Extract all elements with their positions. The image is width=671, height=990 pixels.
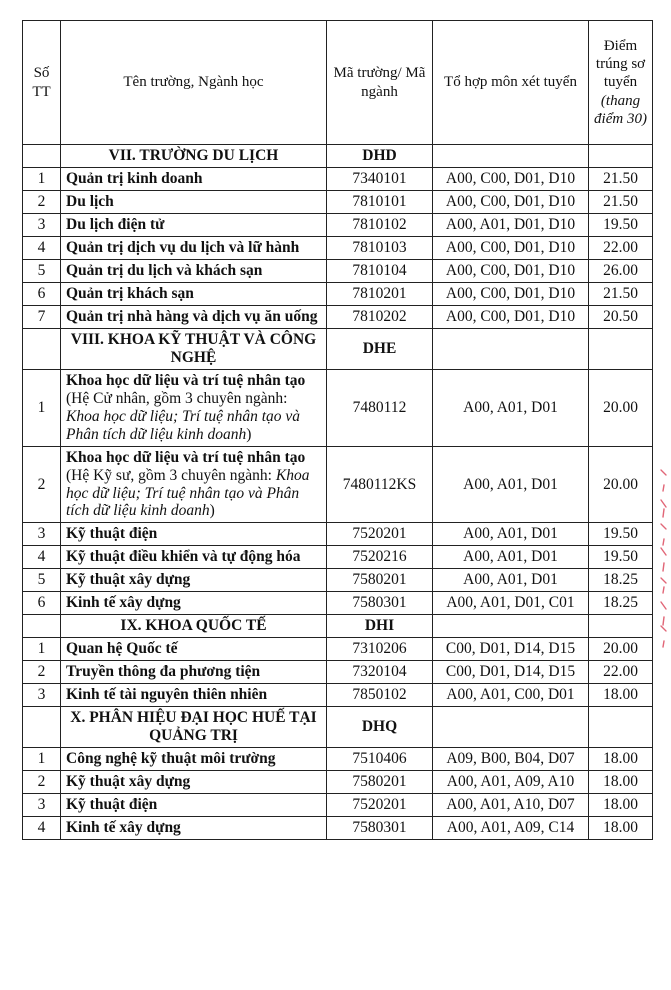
- row-program-name: Truyền thông đa phương tiện: [61, 661, 327, 684]
- table-row: [23, 817, 653, 840]
- stamp-stroke: [663, 587, 664, 593]
- section-title: VII. TRƯỜNG DU LỊCH: [61, 145, 327, 168]
- row-program-name: Quản trị khách sạn: [61, 282, 327, 305]
- table-row: [23, 259, 653, 282]
- section-title: X. PHÂN HIỆU ĐẠI HỌC HUẾ TẠI QUẢNG TRỊ: [61, 707, 327, 748]
- row-subject-combination: A00, A01, A09, C14: [433, 817, 589, 840]
- table-row: [23, 305, 653, 328]
- row-stt: 4: [23, 546, 61, 569]
- row-program-name: Quản trị dịch vụ du lịch và lữ hành: [61, 236, 327, 259]
- section-code: DHD: [327, 145, 433, 168]
- section-code: DHI: [327, 615, 433, 638]
- header-score: [589, 21, 653, 145]
- row-program-name: Du lịch điện tử: [61, 213, 327, 236]
- row-program-name: Quản trị kinh doanh: [61, 167, 327, 190]
- row-program-code: 7320104: [327, 661, 433, 684]
- row-subject-combination: A00, C00, D01, D10: [433, 305, 589, 328]
- row-stt: 1: [23, 167, 61, 190]
- row-cutoff-score: 18.00: [589, 684, 653, 707]
- section-row: [23, 707, 653, 748]
- row-program-name: Quan hệ Quốc tế: [61, 638, 327, 661]
- section-row: [23, 328, 653, 369]
- table-row: [23, 569, 653, 592]
- stamp-stroke: [663, 617, 664, 625]
- program-name-text: Khoa học dữ liệu và trí tuệ nhân tạo: [66, 448, 306, 466]
- table-row: [23, 592, 653, 615]
- row-stt: 5: [23, 569, 61, 592]
- admission-score-table: [22, 20, 653, 840]
- stamp-stroke: [661, 602, 666, 609]
- section-stt: [23, 707, 61, 748]
- row-program-name: [61, 446, 327, 523]
- row-program-code: 7580301: [327, 592, 433, 615]
- row-program-name: Du lịch: [61, 190, 327, 213]
- row-stt: 1: [23, 638, 61, 661]
- table-header: [23, 21, 653, 145]
- row-subject-combination: A00, A01, A10, D07: [433, 794, 589, 817]
- program-note-plain: (Hệ Kỹ sư, gồm 3 chuyên ngành:: [66, 466, 276, 484]
- row-program-name: Kinh tế xây dựng: [61, 817, 327, 840]
- row-program-code: 7520201: [327, 523, 433, 546]
- row-cutoff-score: 19.50: [589, 213, 653, 236]
- stamp-stroke: [661, 626, 666, 631]
- section-row: [23, 145, 653, 168]
- row-program-code: 7810102: [327, 213, 433, 236]
- section-title: IX. KHOA QUỐC TẾ: [61, 615, 327, 638]
- row-subject-combination: A00, A01, D01: [433, 446, 589, 523]
- row-program-name: [61, 369, 327, 446]
- row-program-name: Kinh tế xây dựng: [61, 592, 327, 615]
- header-name: Tên trường, Ngành học: [61, 21, 327, 145]
- section-score: [589, 707, 653, 748]
- section-combo: [433, 615, 589, 638]
- row-stt: 3: [23, 523, 61, 546]
- row-stt: 7: [23, 305, 61, 328]
- row-program-code: 7510406: [327, 748, 433, 771]
- row-cutoff-score: 18.25: [589, 569, 653, 592]
- row-cutoff-score: 18.00: [589, 817, 653, 840]
- table-row: [23, 794, 653, 817]
- table-row: [23, 684, 653, 707]
- stamp-stroke: [661, 500, 666, 507]
- row-program-name: Quản trị du lịch và khách sạn: [61, 259, 327, 282]
- row-subject-combination: A00, C00, D01, D10: [433, 259, 589, 282]
- program-note-specializations: Khoa học dữ liệu; Trí tuệ nhân tạo và Phân tích dữ liệu kinh doanh: [66, 466, 310, 520]
- row-stt: 2: [23, 771, 61, 794]
- program-note-end: ): [209, 502, 215, 520]
- table-row: [23, 771, 653, 794]
- row-subject-combination: C00, D01, D14, D15: [433, 638, 589, 661]
- row-program-name: Kỹ thuật xây dựng: [61, 771, 327, 794]
- row-stt: 3: [23, 684, 61, 707]
- table-row: [23, 661, 653, 684]
- section-score: [589, 615, 653, 638]
- stamp-stroke: [663, 563, 664, 571]
- table-row: [23, 167, 653, 190]
- table-row: [23, 546, 653, 569]
- section-row: [23, 615, 653, 638]
- row-program-code: 7480112KS: [327, 446, 433, 523]
- table-row: [23, 638, 653, 661]
- row-stt: 3: [23, 794, 61, 817]
- row-stt: 2: [23, 190, 61, 213]
- row-stt: 1: [23, 748, 61, 771]
- row-program-name: Kỹ thuật điều khiển và tự động hóa: [61, 546, 327, 569]
- row-cutoff-score: 22.00: [589, 236, 653, 259]
- row-subject-combination: A00, A01, D01, C01: [433, 592, 589, 615]
- header-combo: Tổ hợp môn xét tuyển: [433, 21, 589, 145]
- stamp-stroke: [661, 578, 666, 583]
- row-program-name: Quản trị nhà hàng và dịch vụ ăn uống: [61, 305, 327, 328]
- table-row: [23, 748, 653, 771]
- stamp-stroke: [663, 539, 664, 545]
- row-cutoff-score: 18.00: [589, 794, 653, 817]
- row-cutoff-score: 20.00: [589, 638, 653, 661]
- row-program-name: Kinh tế tài nguyên thiên nhiên: [61, 684, 327, 707]
- row-program-code: 7580201: [327, 771, 433, 794]
- row-subject-combination: A00, A01, D01: [433, 369, 589, 446]
- row-subject-combination: A00, A01, A09, A10: [433, 771, 589, 794]
- stamp-stroke: [661, 548, 666, 555]
- row-program-code: 7480112: [327, 369, 433, 446]
- section-combo: [433, 145, 589, 168]
- row-stt: 5: [23, 259, 61, 282]
- row-program-name: Kỹ thuật xây dựng: [61, 569, 327, 592]
- row-cutoff-score: 20.00: [589, 369, 653, 446]
- row-program-name: Kỹ thuật điện: [61, 794, 327, 817]
- row-subject-combination: A00, C00, D01, D10: [433, 167, 589, 190]
- row-program-code: 7580301: [327, 817, 433, 840]
- row-program-name: Công nghệ kỹ thuật môi trường: [61, 748, 327, 771]
- table-row: [23, 190, 653, 213]
- table-row: [23, 523, 653, 546]
- row-cutoff-score: 19.50: [589, 546, 653, 569]
- program-note-plain: (Hệ Cử nhân, gồm 3 chuyên ngành:: [66, 389, 288, 407]
- row-subject-combination: A09, B00, B04, D07: [433, 748, 589, 771]
- row-cutoff-score: 21.50: [589, 190, 653, 213]
- row-cutoff-score: 19.50: [589, 523, 653, 546]
- table-row: [23, 282, 653, 305]
- row-subject-combination: A00, A01, D01: [433, 546, 589, 569]
- row-stt: 3: [23, 213, 61, 236]
- row-subject-combination: C00, D01, D14, D15: [433, 661, 589, 684]
- row-subject-combination: A00, C00, D01, D10: [433, 190, 589, 213]
- row-program-code: 7810104: [327, 259, 433, 282]
- header-code: Mã trường/ Mã ngành: [327, 21, 433, 145]
- row-subject-combination: A00, A01, D01, D10: [433, 213, 589, 236]
- table-row: [23, 236, 653, 259]
- section-code: DHE: [327, 328, 433, 369]
- section-score: [589, 328, 653, 369]
- row-program-code: 7580201: [327, 569, 433, 592]
- table-body: [23, 145, 653, 840]
- row-stt: 2: [23, 661, 61, 684]
- row-cutoff-score: 18.00: [589, 771, 653, 794]
- section-title: VIII. KHOA KỸ THUẬT VÀ CÔNG NGHỆ: [61, 328, 327, 369]
- row-cutoff-score: 21.50: [589, 167, 653, 190]
- section-code: DHQ: [327, 707, 433, 748]
- section-stt: [23, 615, 61, 638]
- stamp-stroke: [661, 524, 666, 529]
- row-subject-combination: A00, C00, D01, D10: [433, 236, 589, 259]
- row-program-code: 7340101: [327, 167, 433, 190]
- row-program-code: 7810201: [327, 282, 433, 305]
- program-name-text: Khoa học dữ liệu và trí tuệ nhân tạo: [66, 371, 306, 389]
- section-combo: [433, 328, 589, 369]
- row-cutoff-score: 26.00: [589, 259, 653, 282]
- table-row: [23, 369, 653, 446]
- row-cutoff-score: 18.25: [589, 592, 653, 615]
- section-score: [589, 145, 653, 168]
- row-program-code: 7810103: [327, 236, 433, 259]
- row-program-name: Kỹ thuật điện: [61, 523, 327, 546]
- row-stt: 2: [23, 446, 61, 523]
- program-note: [66, 390, 300, 443]
- row-program-code: 7810101: [327, 190, 433, 213]
- table-row: [23, 213, 653, 236]
- row-cutoff-score: 21.50: [589, 282, 653, 305]
- row-stt: 4: [23, 817, 61, 840]
- table-row: [23, 446, 653, 523]
- row-subject-combination: A00, A01, D01: [433, 523, 589, 546]
- row-program-code: 7520216: [327, 546, 433, 569]
- stamp-stroke: [663, 509, 664, 517]
- row-program-code: 7310206: [327, 638, 433, 661]
- section-stt: [23, 145, 61, 168]
- row-cutoff-score: 18.00: [589, 748, 653, 771]
- row-stt: 1: [23, 369, 61, 446]
- row-program-code: 7810202: [327, 305, 433, 328]
- row-cutoff-score: 20.50: [589, 305, 653, 328]
- row-subject-combination: A00, C00, D01, D10: [433, 282, 589, 305]
- row-stt: 6: [23, 592, 61, 615]
- section-combo: [433, 707, 589, 748]
- program-note: [66, 467, 309, 520]
- row-subject-combination: A00, A01, C00, D01: [433, 684, 589, 707]
- red-stamp-mark: [658, 462, 670, 662]
- program-note-end: ): [246, 425, 252, 443]
- stamp-stroke: [663, 485, 664, 491]
- header-score-main: Điểm trúng sơ tuyển: [595, 37, 646, 91]
- stamp-stroke: [663, 641, 664, 647]
- header-score-unit: (thang điểm 30): [594, 92, 647, 127]
- row-stt: 4: [23, 236, 61, 259]
- row-program-code: 7520201: [327, 794, 433, 817]
- row-cutoff-score: 22.00: [589, 661, 653, 684]
- header-stt: Số TT: [23, 21, 61, 145]
- row-subject-combination: A00, A01, D01: [433, 569, 589, 592]
- row-cutoff-score: 20.00: [589, 446, 653, 523]
- row-program-code: 7850102: [327, 684, 433, 707]
- row-stt: 6: [23, 282, 61, 305]
- program-note-specializations: Khoa học dữ liệu; Trí tuệ nhân tạo và Phân tích dữ liệu kinh doanh: [66, 407, 301, 443]
- section-stt: [23, 328, 61, 369]
- stamp-stroke: [661, 470, 666, 475]
